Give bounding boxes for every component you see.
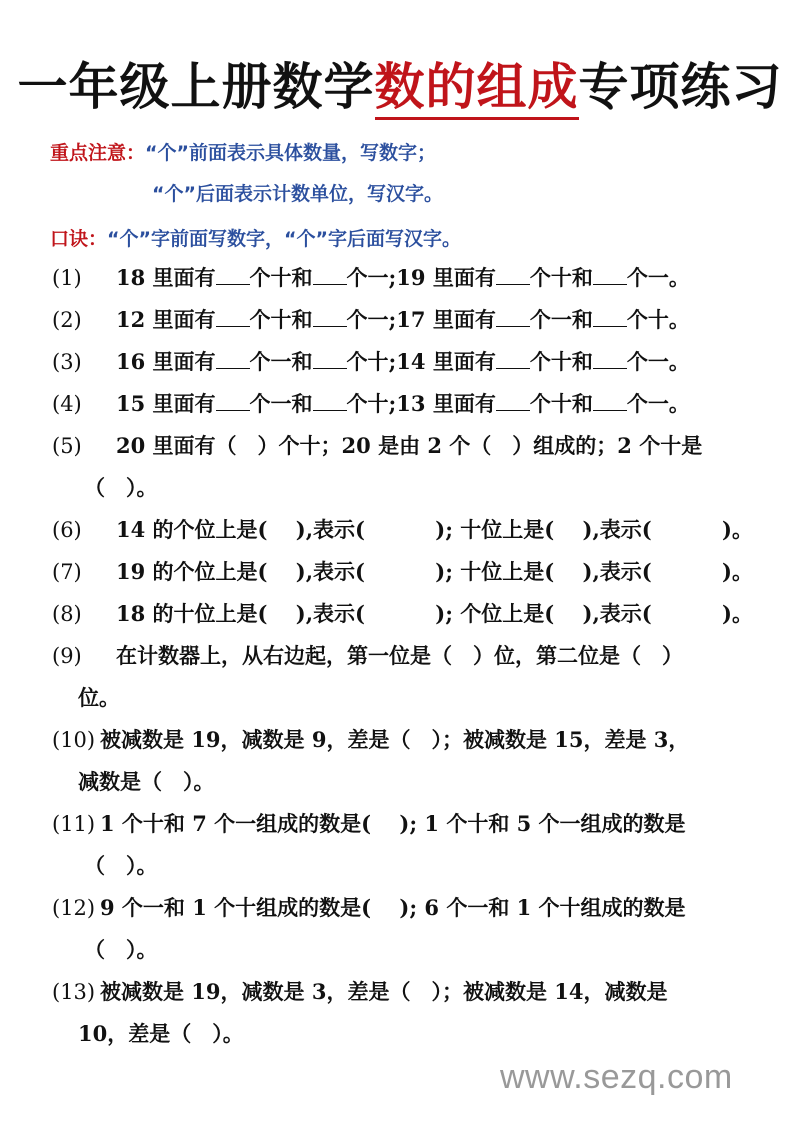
question-text: 个十;13 里面有 xyxy=(346,391,496,416)
question-number: (9) xyxy=(52,644,82,668)
answer-blank[interactable] xyxy=(216,308,250,327)
answer-blank[interactable] xyxy=(593,266,627,285)
key-note-line2 xyxy=(152,181,443,207)
question-text: 个十和 xyxy=(249,265,313,290)
question-13 xyxy=(52,971,772,1013)
question-11 xyxy=(52,803,772,845)
question-text: 个一和 xyxy=(249,349,313,374)
question-text: 个十和 xyxy=(249,307,313,332)
question-text: 被减数是 19，减数是 3，差是（ ）；被减数是 14，减数是 xyxy=(100,979,668,1004)
question-1 xyxy=(52,257,772,299)
question-number: (2) xyxy=(52,308,82,332)
question-text: 个一。 xyxy=(626,391,690,416)
question-number: (11) xyxy=(52,812,96,836)
question-9 xyxy=(52,635,772,677)
question-text: 个一和 xyxy=(249,391,313,416)
key-note-text1: “个”前面表示具体数量，写数字； xyxy=(145,142,436,164)
answer-blank[interactable] xyxy=(593,350,627,369)
question-text: 在计数器上，从右边起，第一位是（ ）位，第二位是（ ） xyxy=(116,643,683,668)
answer-blank[interactable] xyxy=(593,308,627,327)
question-text: 个十。 xyxy=(626,307,690,332)
key-note-line1 xyxy=(50,140,436,166)
answer-blank[interactable] xyxy=(216,392,250,411)
title-prefix: 一年级上册数学 xyxy=(17,58,375,116)
question-text: 12 里面有 xyxy=(116,307,216,332)
question-10-continued: 减数是（ ）。 xyxy=(78,769,215,794)
question-text: 被减数是 19，减数是 9，差是（ ）；被减数是 15，差是 3， xyxy=(100,727,690,752)
question-12 xyxy=(52,887,772,929)
question-text: 16 里面有 xyxy=(116,349,216,374)
answer-blank[interactable] xyxy=(496,350,530,369)
rhyme-text: “个”字前面写数字，“个”字后面写汉字。 xyxy=(107,228,461,250)
question-12-continued: （ ）。 xyxy=(84,937,158,962)
answer-blank[interactable] xyxy=(593,392,627,411)
question-9-continued: 位。 xyxy=(78,685,120,710)
answer-blank[interactable] xyxy=(216,266,250,285)
question-text: 个十和 xyxy=(529,265,593,290)
question-6 xyxy=(52,509,772,551)
question-text: 个十和 xyxy=(529,349,593,374)
question-7 xyxy=(52,551,772,593)
question-11-continued: （ ）。 xyxy=(84,853,158,878)
rhyme-label: 口诀： xyxy=(50,228,108,250)
question-number: (1) xyxy=(52,266,82,290)
question-text: 18 的十位上是( ),表示( ); 个位上是( ),表示( )。 xyxy=(116,601,753,626)
question-text: 个十和 xyxy=(529,391,593,416)
question-number: (13) xyxy=(52,980,96,1004)
question-text: 个一和 xyxy=(529,307,593,332)
page-title xyxy=(0,52,800,122)
question-number: (7) xyxy=(52,560,82,584)
question-text: 19 的个位上是( ),表示( ); 十位上是( ),表示( )。 xyxy=(116,559,753,584)
question-text: 个一。 xyxy=(626,265,690,290)
key-note-label: 重点注意： xyxy=(50,142,146,164)
question-number: (5) xyxy=(52,434,82,458)
question-10 xyxy=(52,719,772,761)
question-text: 个一;17 里面有 xyxy=(346,307,496,332)
title-highlight: 数的组成 xyxy=(375,58,579,120)
question-text: 个一;19 里面有 xyxy=(346,265,496,290)
answer-blank[interactable] xyxy=(313,392,347,411)
answer-blank[interactable] xyxy=(313,350,347,369)
question-4 xyxy=(52,383,772,425)
question-text: 1 个十和 7 个一组成的数是( ); 1 个十和 5 个一组成的数是 xyxy=(100,811,686,836)
question-text: 个一。 xyxy=(626,349,690,374)
question-text: 个十;14 里面有 xyxy=(346,349,496,374)
answer-blank[interactable] xyxy=(496,392,530,411)
question-5-continued: （ ）。 xyxy=(84,475,158,500)
watermark: www.sezq.com xyxy=(500,1058,733,1096)
question-text: 15 里面有 xyxy=(116,391,216,416)
question-number: (12) xyxy=(52,896,96,920)
question-text: 9 个一和 1 个十组成的数是( ); 6 个一和 1 个十组成的数是 xyxy=(100,895,686,920)
answer-blank[interactable] xyxy=(496,308,530,327)
question-text: 14 的个位上是( ),表示( ); 十位上是( ),表示( )。 xyxy=(116,517,753,542)
question-3 xyxy=(52,341,772,383)
answer-blank[interactable] xyxy=(313,266,347,285)
question-number: (6) xyxy=(52,518,82,542)
answer-blank[interactable] xyxy=(496,266,530,285)
question-number: (10) xyxy=(52,728,96,752)
question-number: (4) xyxy=(52,392,82,416)
question-number: (3) xyxy=(52,350,82,374)
question-text: 18 里面有 xyxy=(116,265,216,290)
question-2 xyxy=(52,299,772,341)
rhyme-note xyxy=(50,226,461,252)
question-text: 20 里面有（ ）个十；20 是由 2 个（ ）组成的；2 个十是 xyxy=(116,433,703,458)
key-note-text2: “个”后面表示计数单位，写汉字。 xyxy=(152,183,443,205)
title-suffix: 专项练习 xyxy=(578,58,783,116)
question-5 xyxy=(52,425,772,467)
answer-blank[interactable] xyxy=(313,308,347,327)
question-13-continued: 10，差是（ ）。 xyxy=(78,1021,244,1046)
answer-blank[interactable] xyxy=(216,350,250,369)
question-8 xyxy=(52,593,772,635)
question-number: (8) xyxy=(52,602,82,626)
